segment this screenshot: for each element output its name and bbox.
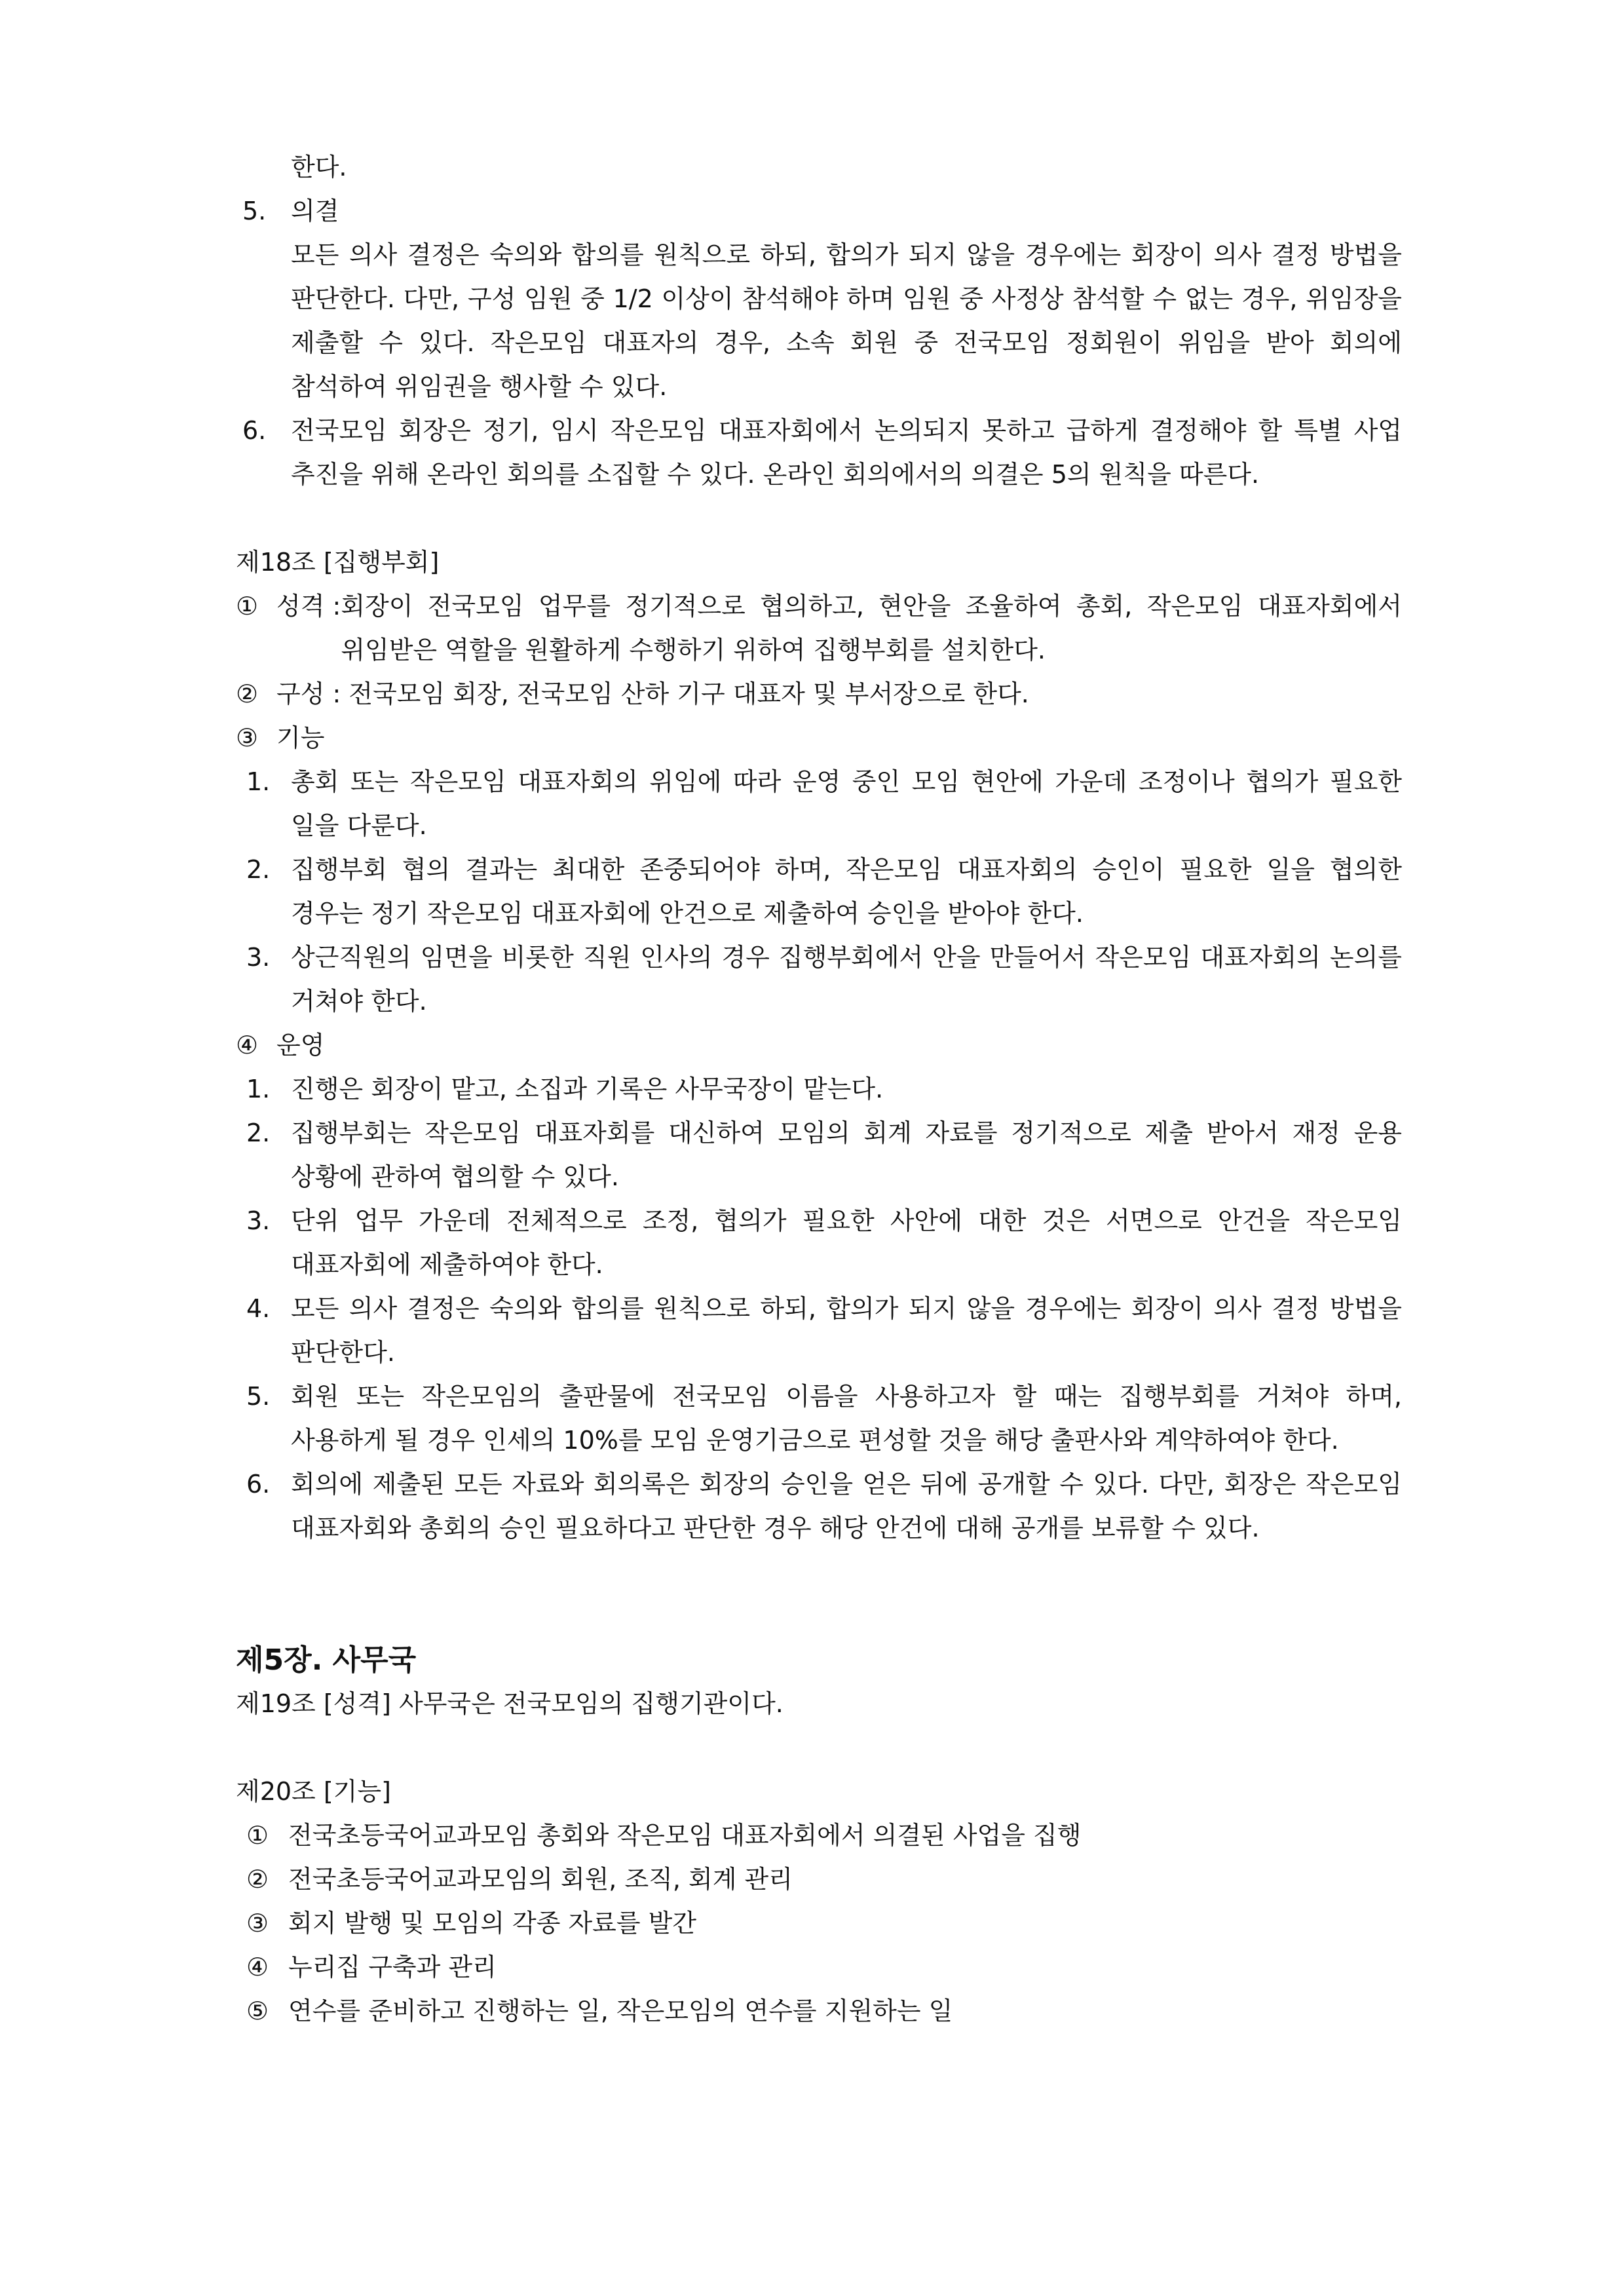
- item-body: 단위 업무 가운데 전체적으로 조정, 협의가 필요한 사안에 대한 것은 서면으로 안건을 작은모임 대표자회에 제출하여야 한다.: [291, 1206, 1402, 1279]
- clause-number: ④: [236, 1031, 259, 1060]
- clause-number: ③: [236, 723, 259, 752]
- item-body: 모든 의사 결정은 숙의와 합의를 원칙으로 하되, 합의가 되지 않을 경우에는 회장이 의사 결정 방법을 판단한다.: [291, 1294, 1402, 1367]
- item-number: 3.: [246, 1206, 271, 1235]
- item-number: ②: [246, 1865, 269, 1894]
- article-18-title: 제18조 [집행부회]: [236, 548, 440, 577]
- item-body: 총회 또는 작은모임 대표자회의 위임에 따라 운영 중인 모임 현안에 가운데 조정이나 협의가 필요한 일을 다룬다.: [291, 767, 1402, 840]
- item-number: 2.: [246, 1119, 271, 1147]
- item-body: 집행부회는 작은모임 대표자회를 대신하여 모임의 회계 자료를 정기적으로 제출 받아서 재정 운용 상황에 관하여 협의할 수 있다.: [291, 1119, 1402, 1191]
- clause-1: [236, 584, 1402, 672]
- item-number: 4.: [246, 1294, 271, 1323]
- item-body: 상근직원의 임면을 비롯한 직원 인사의 경우 집행부회에서 안을 만들어서 작은모임 대표자회의 논의를 거쳐야 한다.: [291, 943, 1402, 1016]
- clause-4-items: [236, 1067, 1402, 1550]
- list-item: [246, 1902, 1402, 1945]
- item-body: 전국초등국어교과모임 총회와 작은모임 대표자회에서 의결된 사업을 집행: [288, 1821, 1082, 1850]
- clause-number: ②: [236, 679, 259, 708]
- item-body: 전국초등국어교과모임의 회원, 조직, 회계 관리: [288, 1865, 793, 1894]
- list-item: [246, 1989, 1402, 2033]
- clause-number: ①: [236, 592, 259, 621]
- article-20-items: [236, 1814, 1402, 2033]
- item-body: 연수를 준비하고 진행하는 일, 작은모임의 연수를 지원하는 일: [288, 1997, 953, 2025]
- item-number: 6.: [242, 416, 267, 445]
- list-item: [236, 1463, 1402, 1550]
- clause-title: 운영: [276, 1031, 325, 1060]
- item-number: ①: [246, 1821, 269, 1850]
- item-number: 2.: [246, 855, 271, 884]
- list-item: [236, 936, 1402, 1024]
- clause-3: [236, 716, 1402, 760]
- list-item: [246, 1814, 1402, 1858]
- document-page: [236, 145, 1402, 2033]
- item-number: ③: [246, 1909, 269, 1938]
- item-number: 6.: [246, 1470, 271, 1499]
- item-body: 전국모임 회장은 정기, 임시 작은모임 대표자회에서 논의되지 못하고 급하게 결정해야 할 특별 사업 추진을 위해 온라인 회의를 소집할 수 있다. 온라인 회의에서의 의결은 5의 원칙을 따른다.: [291, 416, 1402, 489]
- item-body: 모든 의사 결정은 숙의와 합의를 원칙으로 하되, 합의가 되지 않을 경우에는 회장이 의사 결정 방법을 판단한다. 다만, 구성 임원 중 1/2 이상이 참석해야 하며 임원 중 사정상 참석할 수 없는 경우, 위임장을 제출할 수 있다. 작은모임 대표자의 경우, 소속 회원 중 전국모임 정회원이 위임을 받아 회의에 참석하여 위임권을 행사할 수 있다.: [291, 240, 1402, 401]
- item-body: 집행부회 협의 결과는 최대한 존중되어야 하며, 작은모임 대표자회의 승인이 필요한 일을 협의한 경우는 정기 작은모임 대표자회에 안건으로 제출하여 승인을 받아야 한다.: [291, 855, 1402, 928]
- continued-text: 한다.: [291, 153, 347, 182]
- item-number: 1.: [246, 1075, 271, 1103]
- item-number: ⑤: [246, 1997, 269, 2025]
- item-body: 회원 또는 작은모임의 출판물에 전국모임 이름을 사용하고자 할 때는 집행부회를 거쳐야 하며, 사용하게 될 경우 인세의 10%를 모임 운영기금으로 편성할 것을 해당 출판사와 계약하여야 한다.: [291, 1382, 1402, 1455]
- list-item: [236, 409, 1402, 497]
- list-item: [236, 848, 1402, 936]
- clause-3-items: [236, 760, 1402, 1024]
- list-item: [236, 1111, 1402, 1199]
- clause-body: 구성 : 전국모임 회장, 전국모임 산하 기구 대표자 및 부서장으로 한다.: [276, 679, 1029, 708]
- clause-2: [236, 672, 1402, 716]
- item-number: 5.: [242, 197, 267, 225]
- list-item: [236, 1067, 1402, 1111]
- item-body: 회의에 제출된 모든 자료와 회의록은 회장의 승인을 얻은 뒤에 공개할 수 있다. 다만, 회장은 작은모임 대표자회와 총회의 승인 필요하다고 판단한 경우 해당 안건에 대해 공개를 보류할 수 있다.: [291, 1470, 1402, 1542]
- clause-4: [236, 1024, 1402, 1067]
- article-20-title: 제20조 [기능]: [236, 1777, 391, 1806]
- clause-title: 기능: [276, 723, 325, 752]
- item-body: 누리집 구축과 관리: [288, 1953, 497, 1981]
- item-body: 회지 발행 및 모임의 각종 자료를 발간: [288, 1909, 697, 1938]
- list-item: [236, 1375, 1402, 1463]
- article-19: 제19조 [성격] 사무국은 전국모임의 집행기관이다.: [236, 1689, 784, 1718]
- list-item: [246, 1945, 1402, 1989]
- item-number: 5.: [246, 1382, 271, 1411]
- clause-label: 성격 :: [276, 592, 341, 621]
- list-item: [236, 189, 1402, 233]
- item-body: 진행은 회장이 맡고, 소집과 기록은 사무국장이 맡는다.: [291, 1075, 884, 1103]
- list-item: [246, 1858, 1402, 1902]
- list-item: [236, 760, 1402, 848]
- item-title: 의결: [291, 197, 339, 225]
- item-number: 1.: [246, 767, 271, 796]
- chapter-heading: 제5장. 사무국: [236, 1643, 417, 1677]
- item-number: 3.: [246, 943, 271, 972]
- list-item: [236, 1287, 1402, 1375]
- clause-body: 회장이 전국모임 업무를 정기적으로 협의하고, 현안을 조율하여 총회, 작은모임 대표자회에서 위임받은 역할을 원활하게 수행하기 위하여 집행부회를 설치한다.: [341, 592, 1402, 664]
- list-item: [236, 1199, 1402, 1287]
- item-number: ④: [246, 1953, 269, 1981]
